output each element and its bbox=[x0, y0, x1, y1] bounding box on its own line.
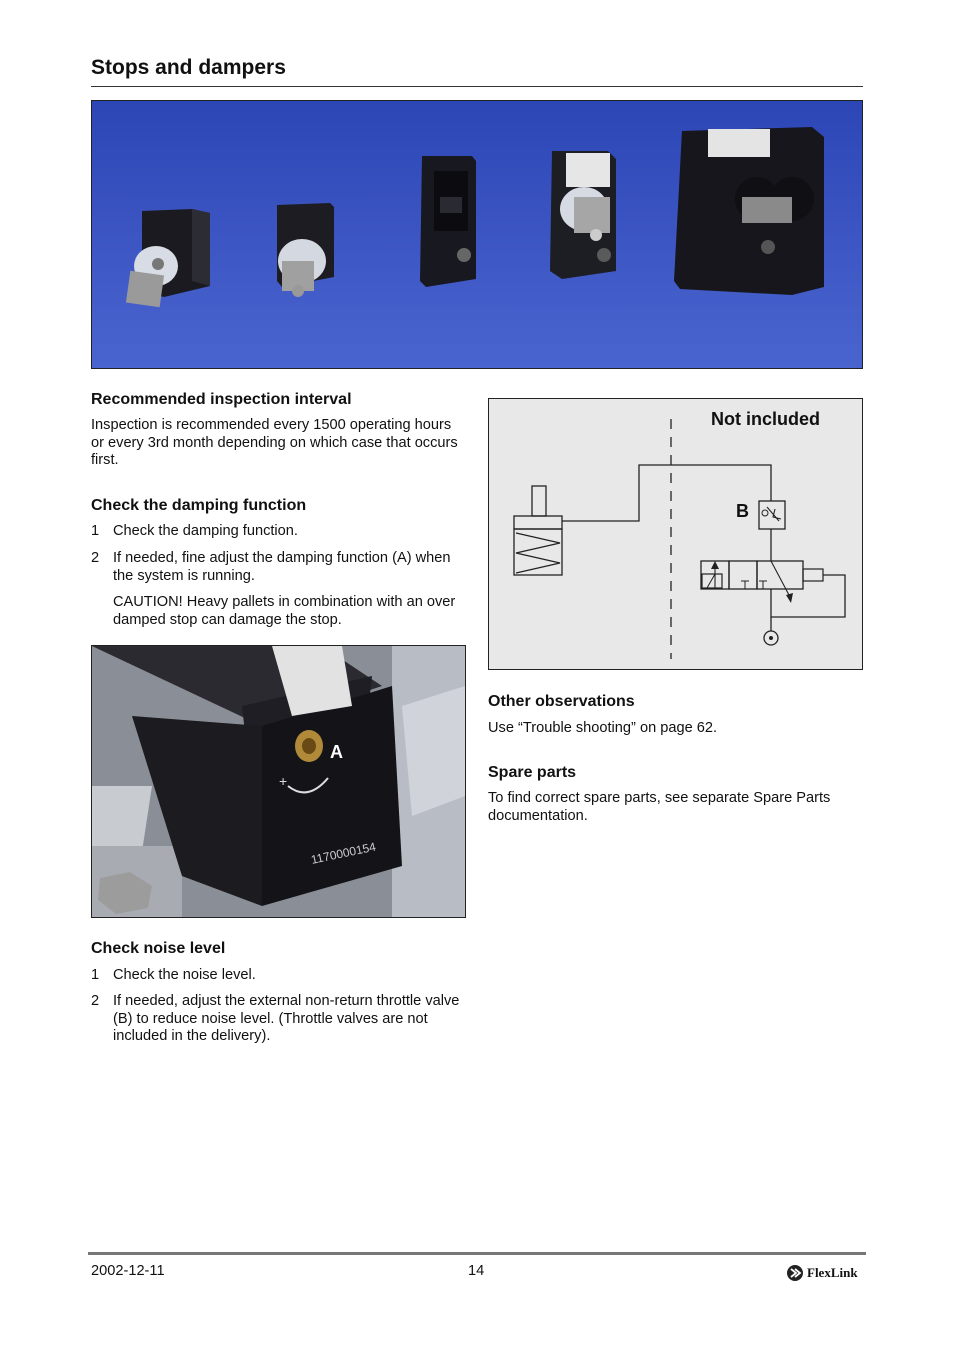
other-heading: Other observations bbox=[488, 693, 635, 710]
damper-closeup-illustration bbox=[92, 646, 465, 917]
step-text: If needed, fine adjust the damping function (A) when the system is running. bbox=[113, 550, 451, 584]
inspection-body: Inspection is recommended every 1500 operating hours or every 3rd month depending on which case that occurs first. bbox=[91, 417, 458, 468]
stop-unit-4 bbox=[550, 151, 616, 279]
other-body: Use “Trouble shooting” on page 62. bbox=[488, 720, 718, 736]
flexlink-logo bbox=[786, 1264, 858, 1282]
step-text: Check the damping function. bbox=[113, 523, 298, 539]
title-divider bbox=[91, 86, 863, 87]
step-number: 2 bbox=[91, 550, 100, 566]
pneumatic-diagram bbox=[488, 398, 863, 670]
caution-text: CAUTION! Heavy pallets in combination with an over damped stop can damage the stop. bbox=[113, 594, 456, 628]
step-number: 1 bbox=[91, 967, 100, 983]
stop-unit-5 bbox=[674, 127, 824, 295]
serial-number: 1170000154 bbox=[309, 839, 378, 867]
stops-photo bbox=[91, 100, 863, 369]
footer-divider bbox=[88, 1252, 866, 1255]
flexlink-logo-icon bbox=[786, 1264, 804, 1282]
label-a: A bbox=[330, 742, 343, 762]
stop-unit-3 bbox=[420, 156, 476, 287]
page-number: 14 bbox=[468, 1263, 485, 1279]
page-title: Stops and dampers bbox=[91, 56, 286, 79]
damper-closeup-photo bbox=[91, 645, 466, 918]
step-number: 1 bbox=[91, 523, 100, 539]
pneumatic-schematic bbox=[489, 399, 862, 669]
step-text: If needed, adjust the external non-return throttle valve (B) to reduce noise level. (Throttle valves are not included in the delivery). bbox=[113, 993, 460, 1044]
not-included-label: Not included bbox=[711, 409, 820, 429]
damping-heading: Check the damping function bbox=[91, 497, 307, 514]
step-number: 2 bbox=[91, 993, 100, 1009]
flexlink-logo-text: FlexLink bbox=[807, 1265, 858, 1280]
svg-text:+: + bbox=[279, 773, 288, 789]
spare-body: To find correct spare parts, see separate Spare Parts documentation. bbox=[488, 790, 831, 824]
step-text: Check the noise level. bbox=[113, 967, 256, 983]
spare-heading: Spare parts bbox=[488, 764, 577, 781]
noise-heading: Check noise level bbox=[91, 940, 226, 957]
footer-date: 2002-12-11 bbox=[91, 1263, 165, 1279]
stops-photo-illustration bbox=[92, 101, 862, 368]
inspection-heading: Recommended inspection interval bbox=[91, 391, 352, 408]
label-b: B bbox=[736, 501, 749, 521]
